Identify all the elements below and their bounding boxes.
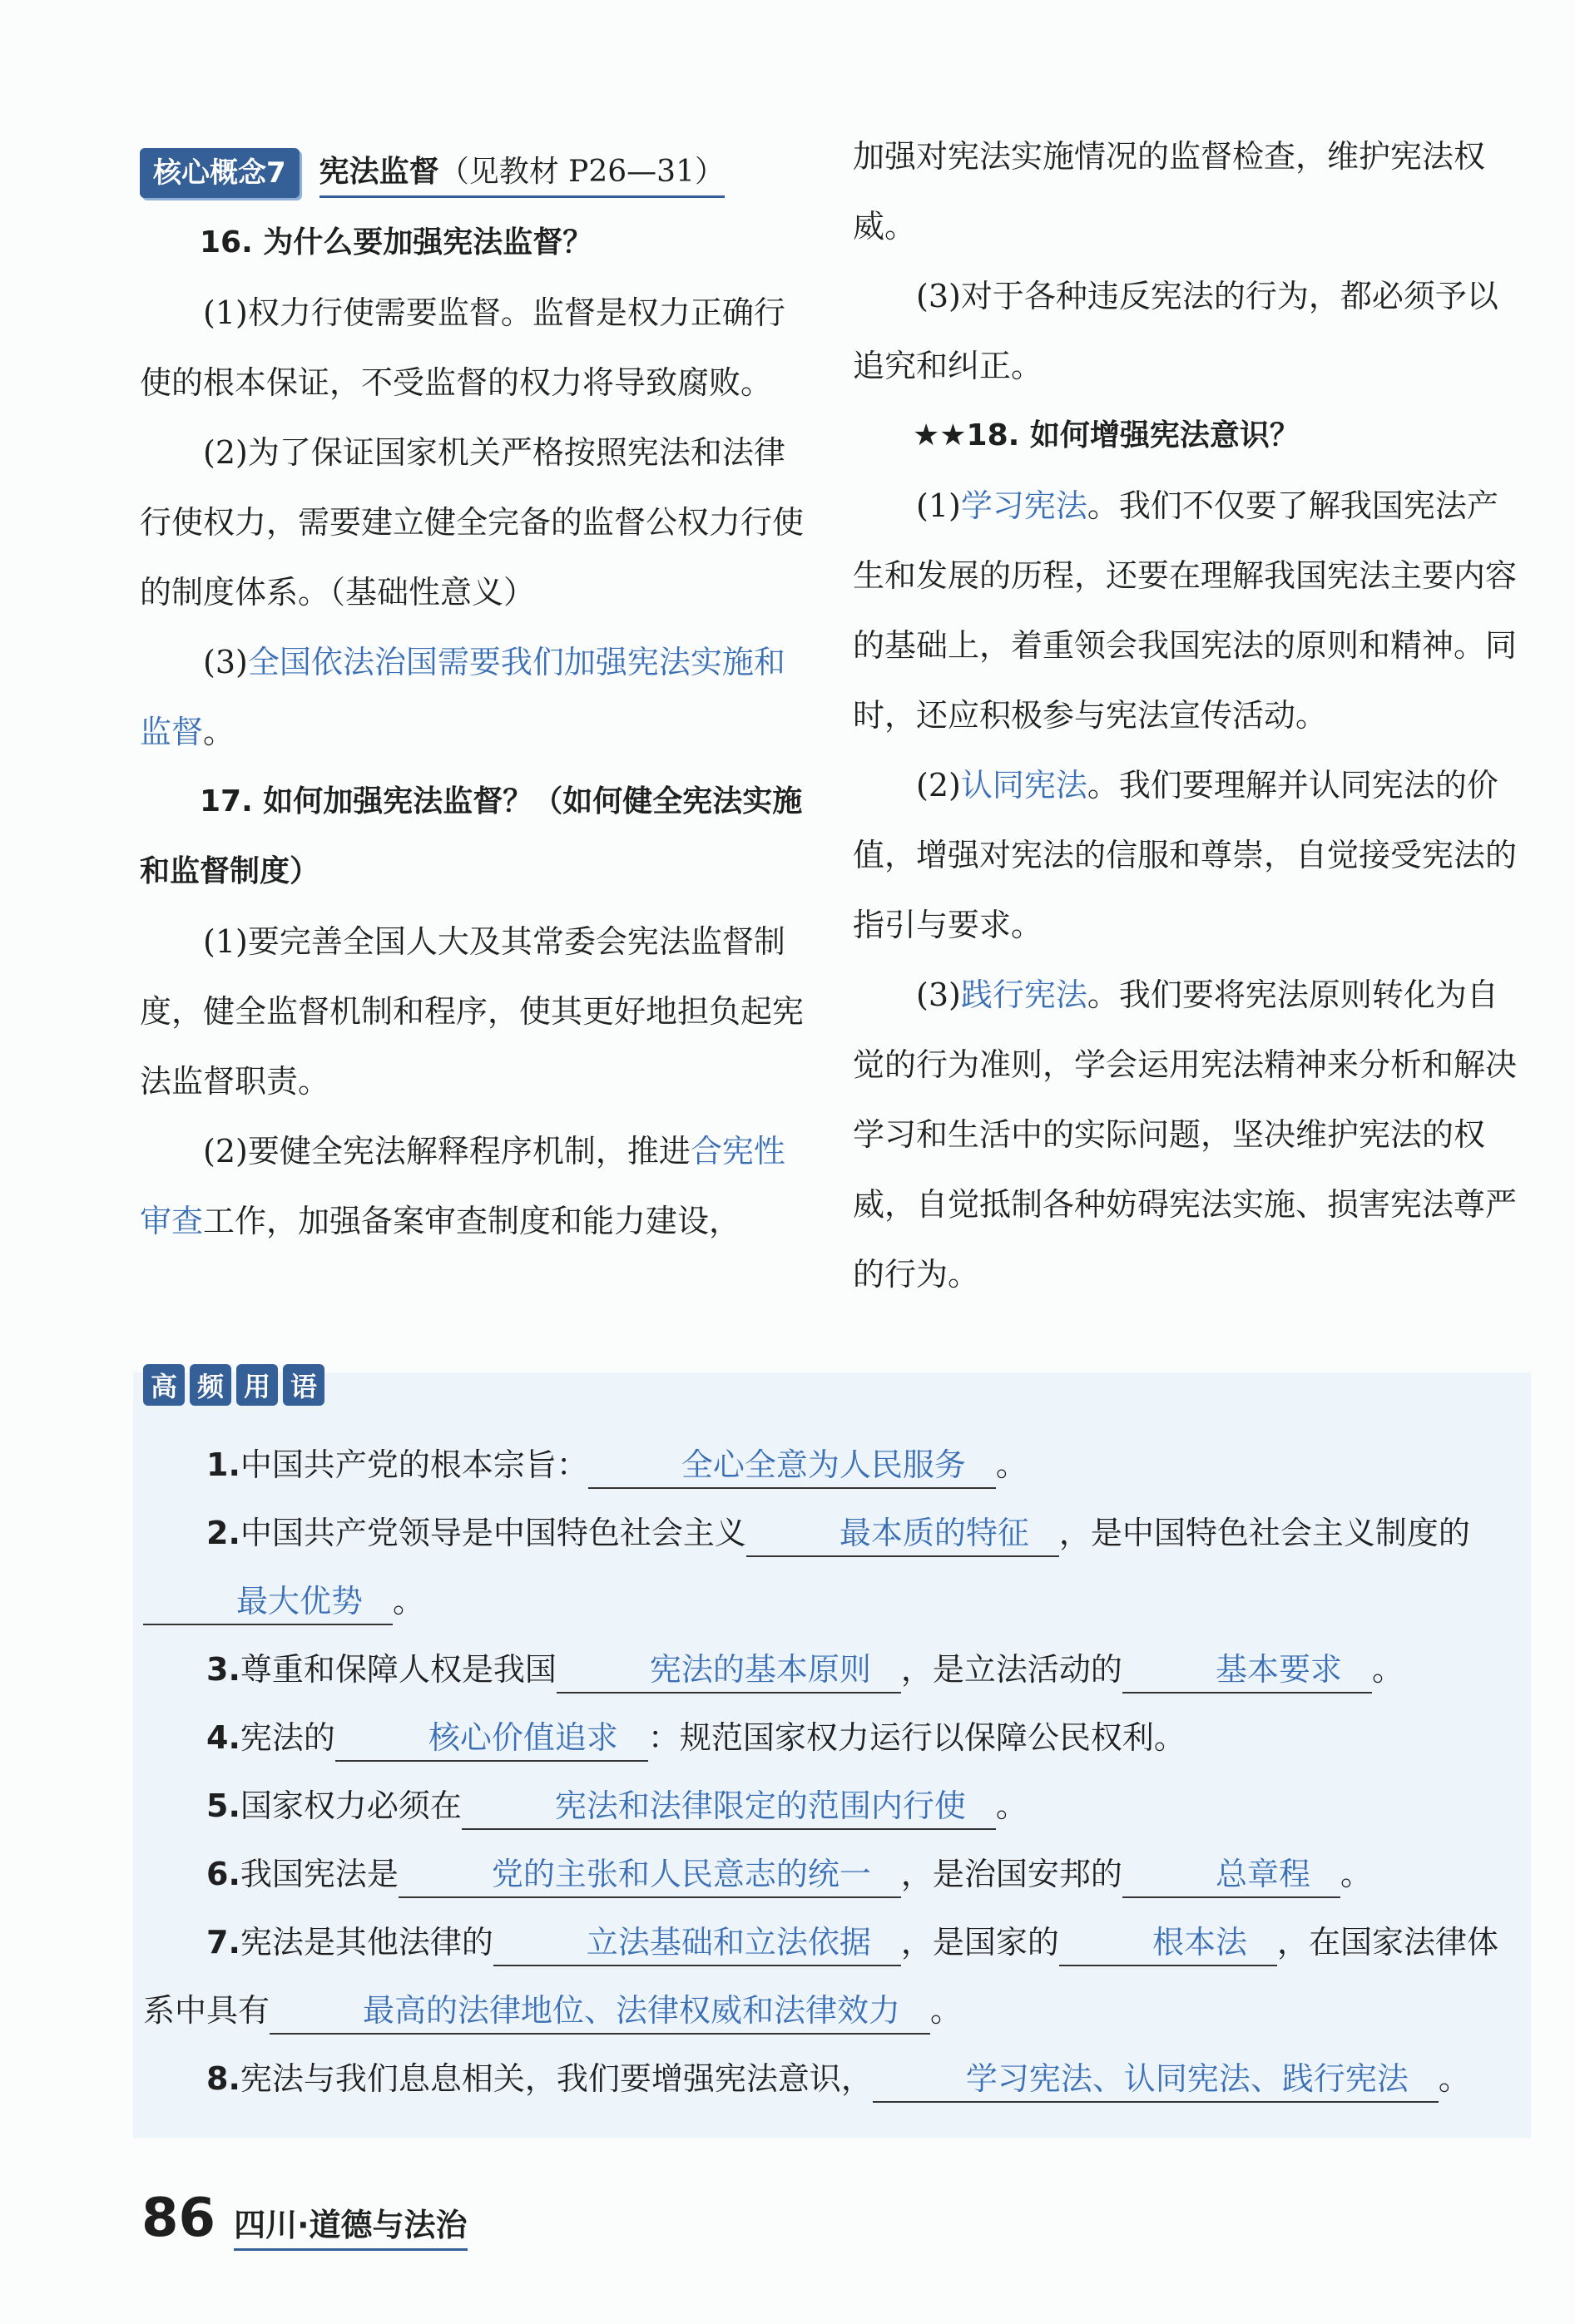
section-header xyxy=(140,138,725,208)
fill-blank: 核心价值追求 xyxy=(335,1715,648,1762)
answer-17-3: (3)对于各种违反宪法的行为，都必须予以追究和纠正。 xyxy=(853,278,1498,384)
phrase-item-4: 4.宪法的 核心价值追求 ：规范国家权力运行以保障公民权利。 xyxy=(143,1703,1524,1772)
badge-char: 语 xyxy=(283,1364,324,1406)
fill-blank: 基本要求 xyxy=(1122,1647,1372,1694)
question-16: 16. 为什么要加强宪法监督？ xyxy=(200,225,593,260)
fill-blank: 最高的法律地位、法律权威和法律效力 xyxy=(270,1988,930,2035)
fill-blank: 立法基础和立法依据 xyxy=(493,1920,901,1966)
right-column xyxy=(853,121,1518,1309)
phrase-item-5: 5.国家权力必须在 宪法和法律限定的范围内行使 。 xyxy=(143,1772,1524,1840)
fill-blank: 最本质的特征 xyxy=(746,1511,1059,1557)
highlight-text: 全国依法治国需要我们加强宪法实施和监督 xyxy=(140,644,785,750)
fill-blank: 总章程 xyxy=(1122,1852,1340,1898)
badge-char: 频 xyxy=(190,1364,231,1406)
page-number: 86 xyxy=(141,2188,216,2249)
highlight-text: 合宪性审查 xyxy=(140,1133,785,1239)
section-badge: 核心概念7 xyxy=(140,148,300,198)
fill-blank: 最大优势 xyxy=(143,1579,393,1625)
answer-17-2-continued: 加强对宪法实施情况的监督检查，维护宪法权威。 xyxy=(853,138,1486,245)
phrase-item-3: 3.尊重和保障人权是我国 宪法的基本原则 ，是立法活动的 基本要求 。 xyxy=(143,1635,1524,1703)
answer-16-1: (1)权力行使需要监督。监督是权力正确行使的根本保证，不受监督的权力将导致腐败。 xyxy=(140,294,785,401)
phrase-item-8: 8.宪法与我们息息相关，我们要增强宪法意识， 学习宪法、认同宪法、践行宪法 。 xyxy=(143,2045,1524,2113)
fill-blank: 宪法的基本原则 xyxy=(557,1647,901,1694)
page-footer xyxy=(141,2188,468,2251)
phrase-item-6: 6.我国宪法是 党的主张和人民意志的统一 ，是治国安邦的 总章程 。 xyxy=(143,1840,1524,1908)
answer-18-3: (3)践行宪法。我们要将宪法原则转化为自觉的行为准则，学会运用宪法精神来分析和解决学习和生活中的实际问题，坚决维护宪法的权威，自觉抵制各种妨碍宪法实施、损害宪法尊严的行为。 xyxy=(853,977,1518,1293)
question-17: 17. 如何加强宪法监督？（如何健全宪法实施和监督制度） xyxy=(140,784,803,888)
highlight-text: 认同宪法 xyxy=(960,767,1087,804)
answer-16-3: (3)全国依法治国需要我们加强宪法实施和监督。 xyxy=(140,644,785,750)
left-column xyxy=(140,208,810,1256)
fill-blank: 全心全意为人民服务 xyxy=(588,1442,996,1489)
high-frequency-badge xyxy=(143,1364,324,1406)
answer-17-1: (1)要完善全国人大及其常委会宪法监督制度，健全监督机制和程序，使其更好地担负起宪法监督职责。 xyxy=(140,923,805,1100)
answer-18-1: (1)学习宪法。我们不仅要了解我国宪法产生和发展的历程，还要在理解我国宪法主要内容的基础上，着重领会我国宪法的原则和精神。同时，还应积极参与宪法宣传活动。 xyxy=(853,487,1518,734)
fill-blank: 根本法 xyxy=(1059,1920,1277,1966)
fill-blank: 党的主张和人民意志的统一 xyxy=(399,1852,901,1898)
phrase-item-1: 1.中国共产党的根本宗旨： 全心全意为人民服务 。 xyxy=(143,1431,1524,1499)
phrase-item-2: 2.中国共产党领导是中国特色社会主义 最本质的特征 ，是中国特色社会主义制度的 最大优势 。 xyxy=(143,1499,1524,1635)
question-18: ★★18. 如何增强宪法意识？ xyxy=(913,418,1300,452)
fill-blank: 学习宪法、认同宪法、践行宪法 xyxy=(873,2056,1439,2103)
answer-18-2: (2)认同宪法。我们要理解并认同宪法的价值，增强对宪法的信服和尊崇，自觉接受宪法的指引与要求。 xyxy=(853,767,1518,943)
phrase-item-7: 7.宪法是其他法律的 立法基础和立法依据 ，是国家的 根本法 ，在国家法律体系中具有 最高的法律地位、法律权威和法律效力 。 xyxy=(143,1908,1524,2045)
highlight-text: 践行宪法 xyxy=(960,977,1087,1013)
fill-blank: 宪法和法律限定的范围内行使 xyxy=(462,1783,996,1830)
section-topic: 宪法监督（见教材 P26—31） xyxy=(319,148,725,198)
phrase-list xyxy=(143,1431,1524,2113)
book-title: 四川·道德与法治 xyxy=(234,2199,467,2251)
answer-17-2: (2)要健全宪法解释程序机制，推进合宪性审查工作，加强备案审查制度和能力建设， xyxy=(140,1133,785,1239)
answer-16-2: (2)为了保证国家机关严格按照宪法和法律行使权力，需要建立健全完备的监督公权力行使的制度体系。（基础性意义） xyxy=(140,434,805,611)
badge-char: 高 xyxy=(143,1364,185,1406)
badge-char: 用 xyxy=(236,1364,278,1406)
highlight-text: 学习宪法 xyxy=(960,487,1087,524)
